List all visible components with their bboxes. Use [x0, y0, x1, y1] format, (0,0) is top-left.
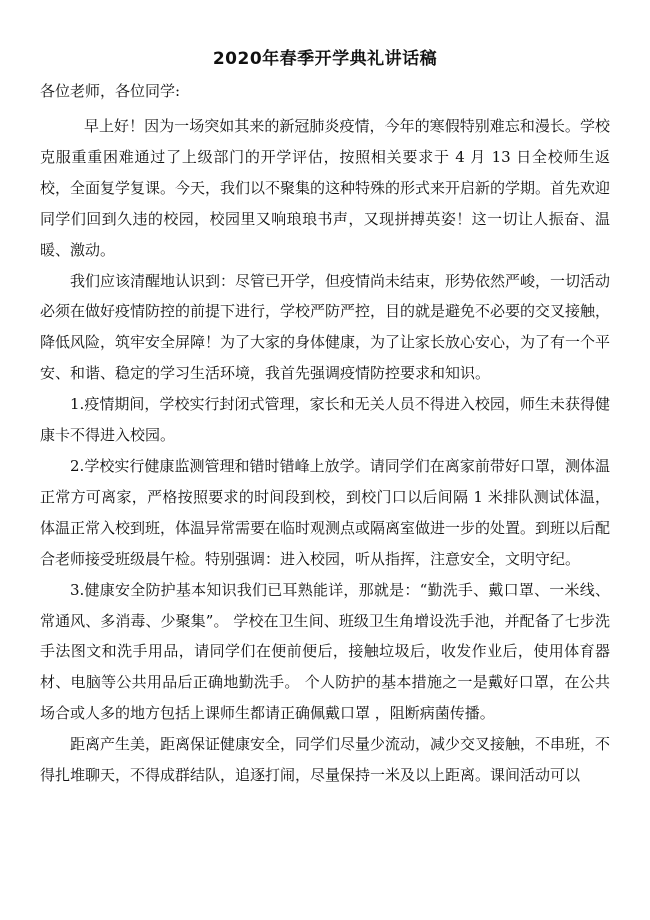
salutation: 各位老师，各位同学: — [40, 82, 181, 100]
document-title: 2020年春季开学典礼讲话稿 — [212, 49, 438, 69]
paragraph-greeting: 早上好！因为一场突如其来的新冠肺炎疫情，今年的寒假特别难忘和漫长。学校克服重重困难通过了上级部门的开学评估，按照相关要求于 4 月 13 日全校师生返校，全面复学复课。今天，我们以不聚集的这种特殊的形式来开启新的学期。首先欢迎同学们回到久违的校园，校园里又响琅琅书声，又现拼搏英姿！这一切让人振奋、温暖、激动。 — [40, 117, 611, 259]
document-body — [40, 111, 610, 791]
paragraph-item-2: 2.学校实行健康监测管理和错时错峰上放学。请同学们在离家前带好口罩，测体温正常方可离家，严格按照要求的时间段到校，到校门口以后间隔 1 米排队测试体温，体温正常入校到班，体温异常需要在临时观测点或隔离室做进一步的处置。到班以后配合老师接受班级晨午检。特别强调：进入校园，听从指挥，注意安全，文明守纪。 — [40, 456, 611, 568]
paragraph-item-1: 1.疫情期间，学校实行封闭式管理，家长和无关人员不得进入校园，师生未获得健康卡不得进入校园。 — [40, 395, 610, 445]
paragraph-awareness: 我们应该清醒地认识到：尽管已开学，但疫情尚未结束，形势依然严峻，一切活动必须在做好疫情防控的前提下进行，学校严防严控，目的就是避免不必要的交叉接触，降低风险，筑牢安全屏障！为了大家的身体健康，为了让家长放心安心，为了有一个平安、和谐、稳定的学习生活环境，我首先强调疫情防控要求和知识。 — [40, 271, 611, 383]
paragraph-item-3: 3.健康安全防护基本知识我们已耳熟能详，那就是：“勤洗手、戴口罩、一米线、常通风、多消毒、少聚集”。 学校在卫生间、班级卫生角增设洗手池，并配备了七步洗手法图文和洗手用品，请同学们在便前便后，接触垃圾后，收发作业后，使用体育器材、电脑等公共用品后正确地勤洗手。 个人防护的基本措施之一是戴好口罩，在公共场合或人多的地方包括上课师生都请正确佩戴口罩 ，阻断病菌传播。 — [40, 580, 610, 723]
paragraph-distance: 距离产生美，距离保证健康安全，同学们尽量少流动，减少交叉接触，不串班，不得扎堆聊天，不得成群结队，追逐打闹，尽量保持一米及以上距离。课间活动可以 — [40, 735, 611, 785]
